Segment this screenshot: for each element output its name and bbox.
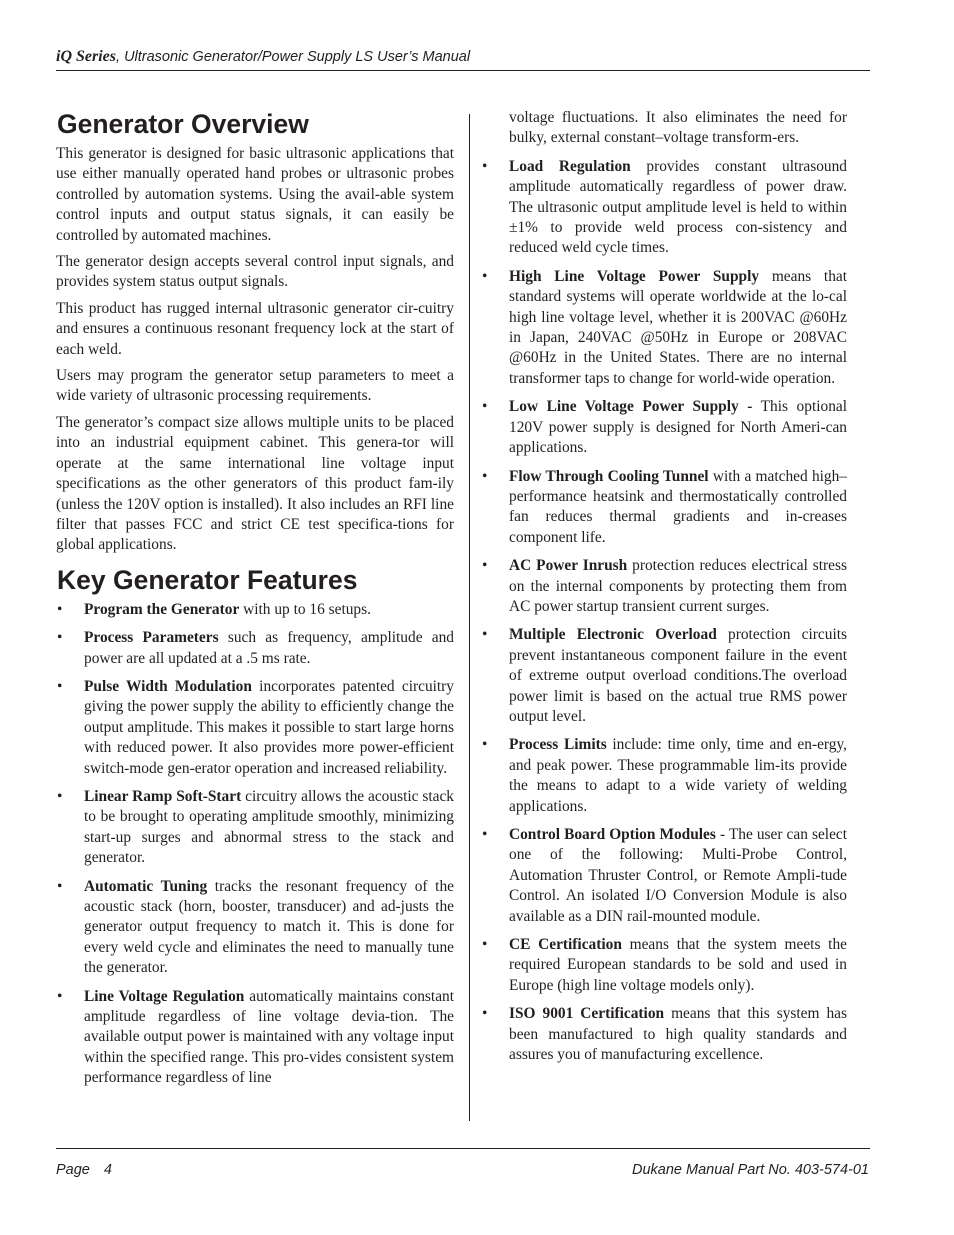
column-divider [469, 114, 470, 1121]
feature-text: means that standard systems will operate worldwide at the lo-cal high line voltage level, whether it is 200VAC @60Hz in Japan, 240VAC @50Hz in Europe or 208VAC @60Hz in the United States. There are no internal transformer taps to change for world-wide operation. [509, 267, 847, 387]
header-rule [56, 70, 870, 71]
feature-item [56, 987, 454, 1089]
feature-item [481, 397, 847, 458]
feature-term: Pulse Width Modulation [84, 677, 252, 695]
bullet: • [482, 157, 488, 175]
header-separator: , [116, 49, 125, 65]
feature-text: means that this system has been manufactured to high quality standards and assures you of manufacturing excellence. [509, 1005, 847, 1064]
feature-term: High Line Voltage Power Supply [509, 267, 760, 285]
feature-text: such as frequency, amplitude and power are all updated at a .5 ms rate. [84, 629, 454, 667]
bullet: • [57, 987, 63, 1005]
feature-term: ISO 9001 Certification [509, 1005, 665, 1023]
manual-title: Ultrasonic Generator/Power Supply LS User’s Manual [124, 49, 471, 65]
feature-term: AC Power Inrush [509, 557, 628, 575]
feature-term: Program the Generator [84, 600, 240, 618]
feature-item [56, 628, 454, 669]
feature-item [481, 1004, 847, 1065]
feature-item [481, 556, 847, 617]
features-list-right [481, 157, 847, 1066]
page-indicator [56, 1162, 112, 1178]
feature-item [481, 825, 847, 927]
feature-item [56, 787, 454, 869]
bullet: • [57, 629, 63, 647]
feature-text: with a matched high–performance heatsink and thermostatically controlled fan reduces thermal gradients and in-creases component life. [509, 467, 847, 546]
feature-item [56, 677, 454, 779]
part-number: Dukane Manual Part No. 403-574-01 [632, 1162, 869, 1178]
feature-text: - The user can select one of the following: Multi-Probe Control, Automation Thruster Control, or Remote Ampli-tude Control. An isolated I/O Conversion Module is also available as a DIN rail-mounted module. [509, 826, 848, 925]
features-list-left [56, 600, 454, 1089]
overview-paragraph: This product has rugged internal ultrasonic generator cir-cuitry and ensures a continuous resonant frequency lock at the start of each weld. [56, 299, 454, 358]
feature-term: Process Parameters [84, 629, 219, 647]
feature-text: circuitry allows the acoustic stack to be brought to operating amplitude smoothly, minimizing start-up surges and abnormal stress to the stack and generator. [84, 787, 454, 867]
feature-text: provides constant ultrasound amplitude automatically regardless of power draw. The ultrasonic output amplitude level is held to within ±1% to provide weld process con-sistency and reduced weld cycle times. [509, 157, 847, 257]
overview-paragraph: This generator is designed for basic ultrasonic applications that use either manually operated hand probes or ultrasonic probes controlled by automation systems. Using the avail-able system control inputs and output status signals, it can easily be controlled by automated machines. [56, 145, 454, 244]
feature-text: protection reduces electrical stress on the internal components by protecting them from AC power startup transient current surges. [509, 557, 847, 615]
overview-paragraph: Users may program the generator setup parameters to meet a wide variety of ultrasonic processing requirements. [56, 367, 454, 405]
feature-term: Low Line Voltage Power Supply - [509, 398, 753, 416]
running-header [56, 48, 470, 66]
features-heading: Key Generator Features [57, 564, 358, 595]
bullet: • [482, 826, 488, 843]
left-column [56, 108, 454, 1097]
feature-item [481, 157, 847, 259]
right-column [481, 108, 847, 1073]
feature-text: This optional 120V power supply is designed for North Ameri-can applications. [509, 398, 847, 457]
page-number: 4 [103, 1162, 112, 1178]
bullet: • [482, 1005, 488, 1023]
bullet: • [482, 557, 488, 575]
feature-item [481, 935, 847, 996]
feature-item [56, 600, 454, 620]
bullet: • [57, 877, 63, 895]
feature-text: automatically maintains constant amplitude regardless of line voltage devia-tion. The available output power is maintained with any voltage input within the specified range. This pro-vides consistent system performance regardless of line [84, 987, 454, 1087]
feature-text: incorporates patented circuitry giving the power supply the ability to efficiently change the output amplitude. This makes it possible to start large horns with reduced power. It also provides more power-efficient switch-mode gen-erator operation and increased reliability. [84, 677, 455, 777]
series-name: iQ Series [56, 48, 116, 65]
bullet: • [482, 626, 488, 644]
feature-term: Line Voltage Regulation [84, 987, 245, 1005]
overview-heading: Generator Overview [57, 109, 309, 139]
feature-text: protection circuits prevent instantaneous component failure in the event of extreme output overload conditions.The overload power limit is based on the actual true RMS power output level. [509, 626, 847, 725]
feature-term: Process Limits [509, 736, 607, 754]
bullet: • [482, 267, 488, 285]
feature-item [481, 267, 847, 389]
bullet: • [57, 787, 63, 805]
bullet: • [57, 600, 63, 618]
overview-paragraph: The generator design accepts several control input signals, and provides system status output signals. [56, 253, 454, 291]
bullet: • [57, 677, 63, 695]
feature-text: with up to 16 setups. [239, 600, 371, 618]
feature-term: CE Certification [509, 936, 622, 954]
feature-text: include: time only, time and en-ergy, and peak power. These programmable lim-its provide the means to adapt to a wide variety of welding applications. [509, 736, 847, 815]
feature-term: Linear Ramp Soft-Start [84, 787, 242, 805]
overview-paragraph: The generator’s compact size allows multiple units to be placed into an industrial equipment cabinet. This genera-tor will operate at the same international line voltage input specifications as the other generators of this product fam-ily (unless the 120V option is installed). It also includes an RFI line filter that passes FCC and strict CE test specifica-tions for global applications. [56, 413, 454, 554]
bullet: • [482, 398, 488, 416]
feature-text: tracks the resonant frequency of the acoustic stack (horn, booster, transducer) and ad-justs the generator output frequency to match it. This is done for every weld cycle and eliminates the need to manually tune the generator. [84, 877, 454, 977]
feature-term: Flow Through Cooling Tunnel [509, 467, 709, 485]
bullet: • [482, 467, 488, 485]
feature-item [481, 467, 847, 549]
feature-text: means that the system meets the required European standards to be sold and used in Europe (high line voltage models only). [509, 936, 847, 994]
feature-item [481, 735, 847, 817]
bullet: • [482, 736, 488, 754]
feature-term: Control Board Option Modules [509, 826, 716, 843]
feature-item [56, 877, 454, 979]
feature-item [481, 625, 847, 727]
page-label: Page [56, 1162, 90, 1178]
feature-term: Automatic Tuning [84, 877, 208, 895]
continued-text: voltage fluctuations. It also eliminates the need for bulky, external constant–voltage transform-ers. [509, 109, 847, 147]
feature-term: Load Regulation [509, 157, 631, 175]
feature-term: Multiple Electronic Overload [509, 626, 717, 644]
footer-rule [56, 1148, 870, 1149]
bullet: • [482, 936, 488, 954]
